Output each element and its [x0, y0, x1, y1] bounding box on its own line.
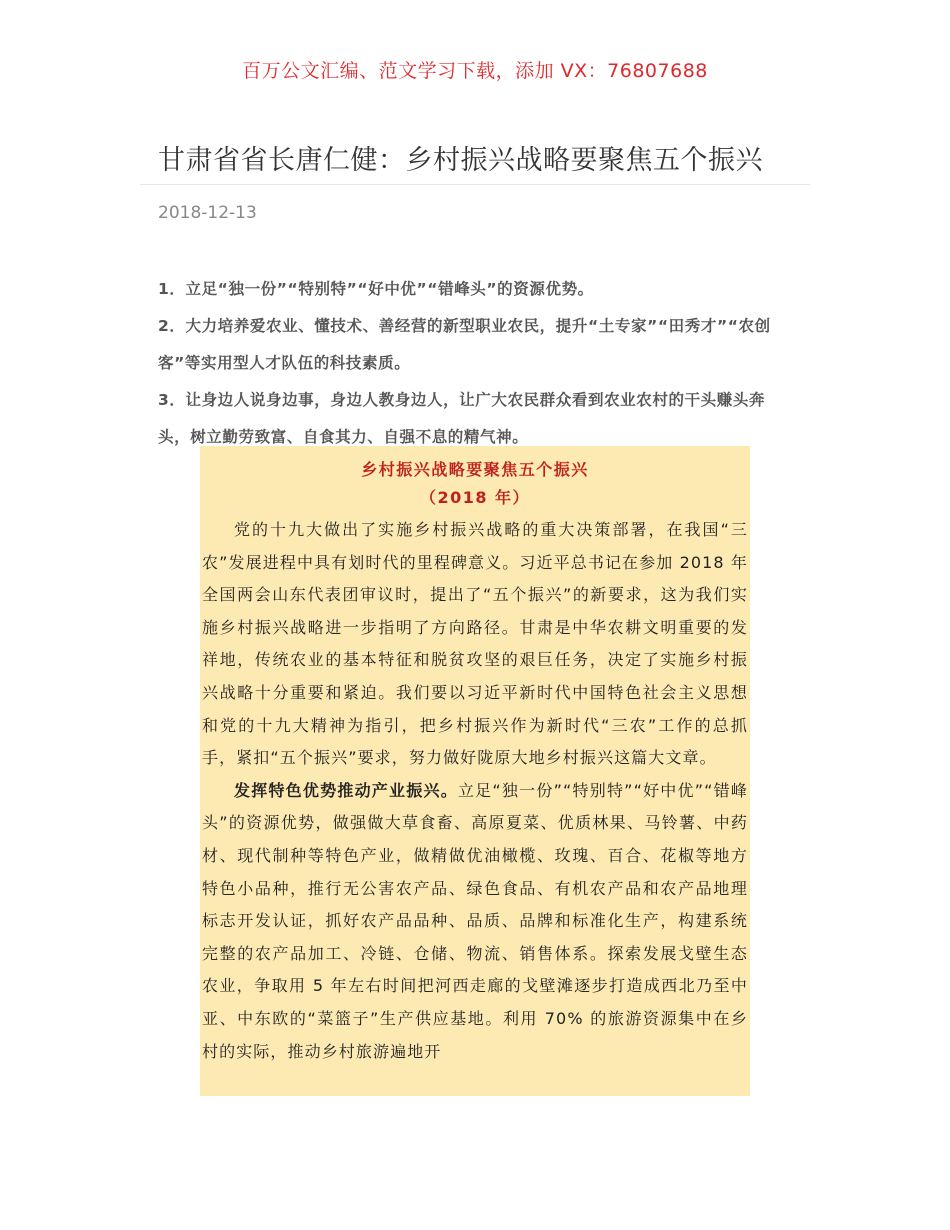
summary-item: 2．大力培养爱农业、懂技术、善经营的新型职业农民，提升“土专家”“田秀才”“农创客”等实用型人才队伍的科技素质。 [158, 317, 771, 372]
article-body [202, 514, 748, 1068]
download-banner: 百万公文汇编、范文学习下载，添加 VX：76807688 [242, 60, 708, 82]
article-paragraph: 党的十九大做出了实施乡村振兴战略的重大决策部署，在我国“三农”发展进程中具有划时代的里程碑意义。习近平总书记在参加 2018 年全国两会山东代表团审议时，提出了“五个振兴”的新要求，这为我们实施乡村振兴战略进一步指明了方向路径。甘肃是中华农耕文明重要的发祥地，传统农业的基本特征和脱贫攻坚的艰巨任务，决定了实施乡村振兴战略十分重要和紧迫。我们要以习近平新时代中国特色社会主义思想和党的十九大精神为指引，把乡村振兴作为新时代“三农”工作的总抓手，紧扣“五个振兴”要求，努力做好陇原大地乡村振兴这篇大文章。 [202, 520, 748, 768]
page-title: 甘肃省省长唐仁健：乡村振兴战略要聚焦五个振兴 [158, 145, 763, 176]
paragraph-text: 立足“独一份”“特别特”“好中优”“错峰头”的资源优势，做强做大草食畜、高原夏菜、优质林果、马铃薯、中药材、现代制种等特色产业，做精做优油橄榄、玫瑰、百合、花椒等地方特色小品种，推行无公害农产品、绿色食品、有机农产品和农产品地理标志开发认证，抓好农产品品种、品质、品牌和标准化生产，构建系统完整的农产品加工、冷链、仓储、物流、销售体系。探索发展戈壁生态农业，争取用 5 年左右时间把河西走廊的戈壁滩逐步打造成西北乃至中亚、中东欧的“菜篮子”生产供应基地。利用 70% 的旅游资源集中在乡村的实际，推动乡村旅游遍地开 [202, 780, 748, 1061]
article-title: 乡村振兴战略要聚焦五个振兴 [361, 460, 589, 479]
article-paragraph [202, 775, 748, 1068]
paragraph-lead: 发挥特色优势推动产业振兴。 [234, 780, 458, 800]
summary-list [158, 271, 788, 456]
article-year: （2018 年） [419, 488, 531, 507]
article-excerpt [200, 446, 750, 1096]
summary-item: 1．立足“独一份”“特别特”“好中优”“错峰头”的资源优势。 [158, 280, 594, 298]
publish-date: 2018-12-13 [158, 203, 257, 223]
title-divider [140, 184, 810, 185]
summary-item: 3．让身边人说身边事，身边人教身边人，让广大农民群众看到农业农村的干头赚头奔头，树立勤劳致富、自食其力、自强不息的精气神。 [158, 391, 766, 446]
